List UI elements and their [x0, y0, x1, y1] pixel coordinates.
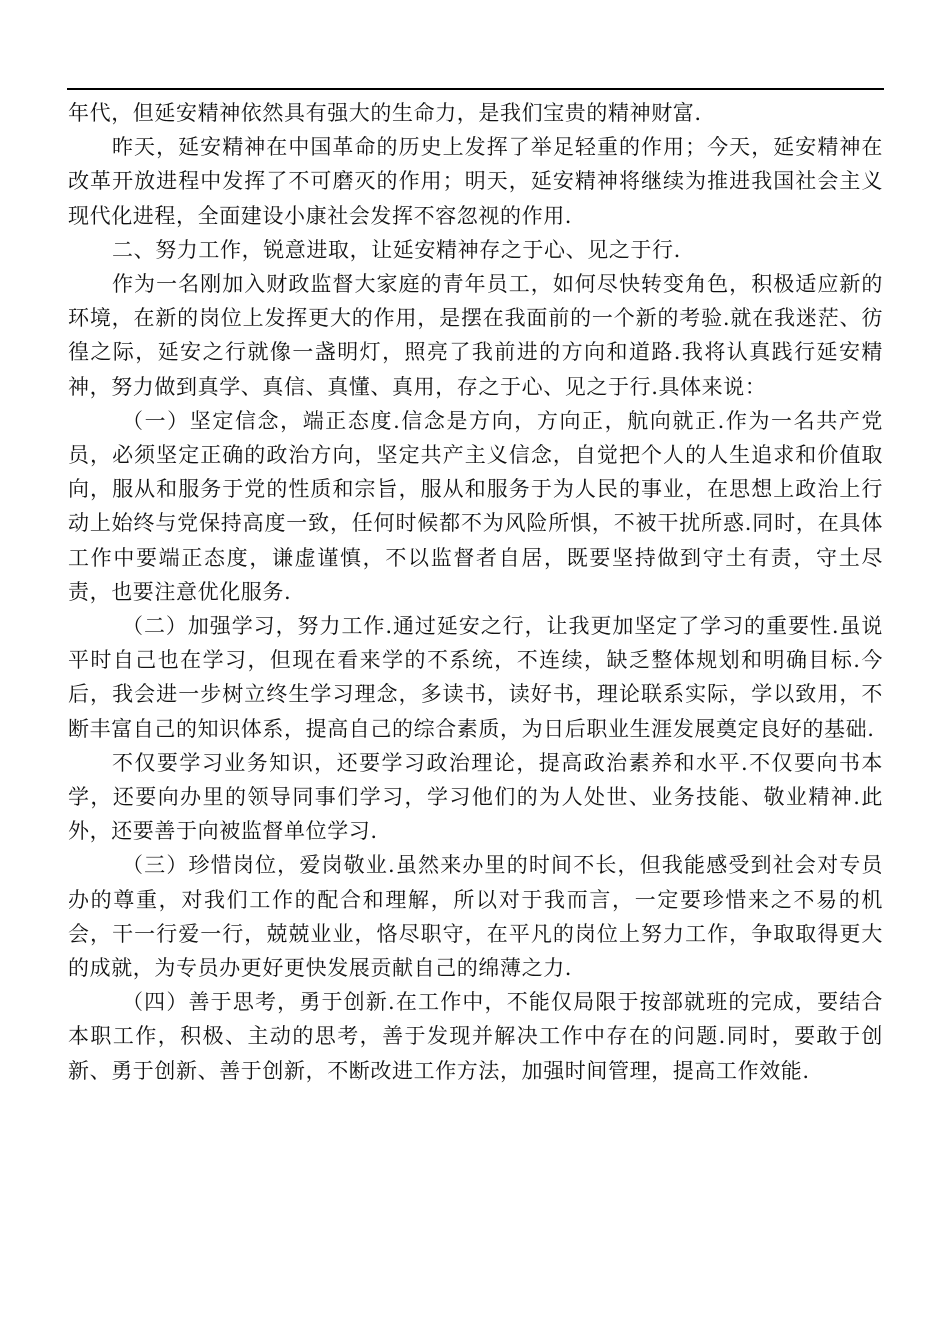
- paragraph-item-two: （二）加强学习，努力工作.通过延安之行，让我更加坚定了学习的重要性.虽说平时自己也在学习，但现在看来学的不系统，不连续，缺乏整体规划和明确目标.今后，我会进一步树立终生学习理念，多读书，读好书，理论联系实际，学以致用，不断丰富自己的知识体系，提高自己的综合素质，为日后职业生涯发展奠定良好的基础.: [68, 614, 883, 741]
- paragraph-new-employee: 作为一名刚加入财政监督大家庭的青年员工，如何尽快转变角色，积极适应新的环境，在新的岗位上发挥更大的作用，是摆在我面前的一个新的考验.就在我迷茫、彷徨之际，延安之行就像一盏明灯，照亮了我前进的方向和道路.我将认真践行延安精神，努力做到真学、真信、真懂、真用，存之于心、见之于行.具体来说：: [68, 272, 883, 399]
- paragraph-item-one: （一）坚定信念，端正态度.信念是方向，方向正，航向就正.作为一名共产党员，必须坚定正确的政治方向，坚定共产主义信念，自觉把个人的人生追求和价值取向，服从和服务于党的性质和宗旨，服从和服务于为人民的事业，在思想上政治上行动上始终与党保持高度一致，任何时候都不为风险所惧，不被干扰所惑.同时，在具体工作中要端正态度，谦虚谨慎，不以监督者自居，既要坚持做到守土有责，守土尽责，也要注意优化服务.: [68, 408, 883, 604]
- paragraph-item-three: （三）珍惜岗位，爱岗敬业.虽然来办里的时间不长，但我能感受到社会对专员办的尊重，对我们工作的配合和理解，所以对于我而言，一定要珍惜来之不易的机会，干一行爱一行，兢兢业业，恪尽职守，在平凡的岗位上努力工作，争取取得更大的成就，为专员办更好更快发展贡献自己的绵薄之力.: [68, 853, 883, 981]
- paragraph-continuation: 年代，但延安精神依然具有强大的生命力，是我们宝贵的精神财富.: [68, 101, 702, 125]
- paragraph-yanan-spirit-role: 昨天，延安精神在中国革命的历史上发挥了举足轻重的作用；今天，延安精神在改革开放进程中发挥了不可磨灭的作用；明天，延安精神将继续为推进我国社会主义现代化进程，全面建设小康社会发挥不容忽视的作用.: [68, 135, 883, 228]
- paragraph-learning: 不仅要学习业务知识，还要学习政治理论，提高政治素养和水平.不仅要向书本学，还要向办里的领导同事们学习，学习他们的为人处世、业务技能、敬业精神.此外，还要善于向被监督单位学习.: [68, 750, 883, 844]
- header-rule: [67, 88, 884, 90]
- section-heading-two: 二、努力工作，锐意进取，让延安精神存之于心、见之于行.: [112, 237, 681, 262]
- document-body: [68, 96, 883, 1088]
- paragraph-item-four: （四）善于思考，勇于创新.在工作中，不能仅局限于按部就班的完成，要结合本职工作，积极、主动的思考，善于发现并解决工作中存在的问题.同时，要敢于创新、勇于创新、善于创新，不断改进工作方法，加强时间管理，提高工作效能.: [68, 990, 883, 1083]
